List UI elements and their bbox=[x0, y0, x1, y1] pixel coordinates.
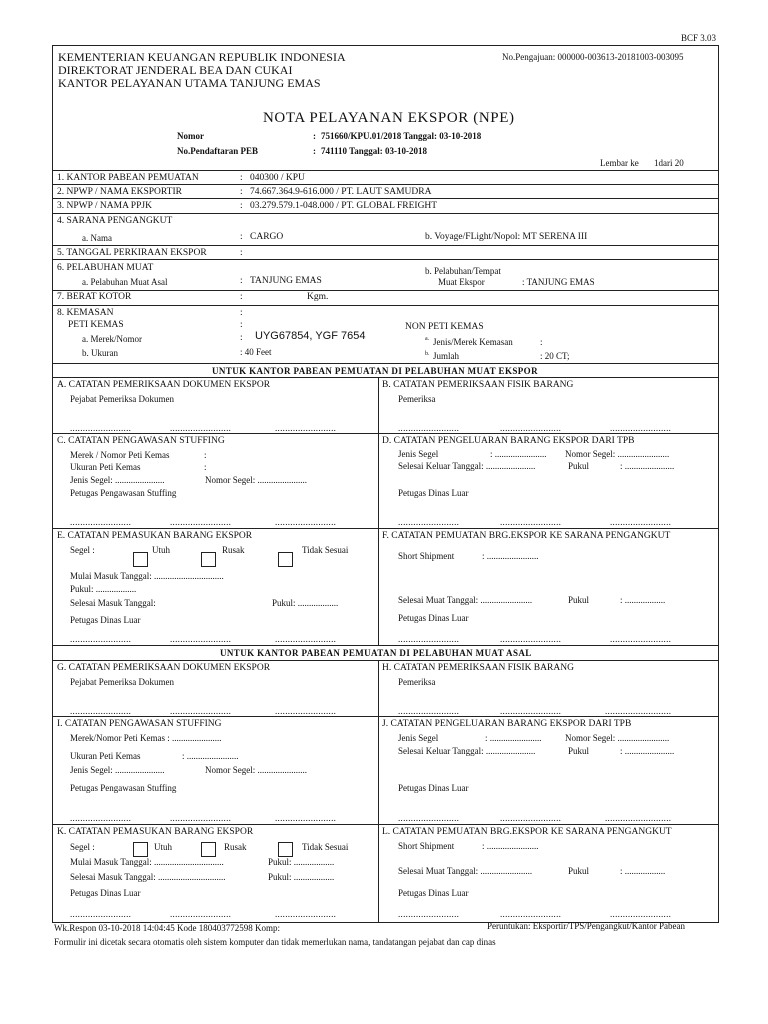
box-j-nomor: Nomor Segel: ....................... bbox=[565, 733, 670, 743]
row3-label: 3. NPWP / NAMA PPJK bbox=[57, 201, 152, 211]
box-h-title: H. CATATAN PEMERIKSAAN FISIK BARANG bbox=[382, 663, 574, 673]
segel-tidak-sesuai-checkbox[interactable] bbox=[278, 552, 293, 567]
row8-merek-value: UYG67854, YGF 7654 bbox=[255, 330, 366, 342]
box-f-sign-3: ........................ bbox=[610, 634, 672, 644]
box-j-sign-2: ........................ bbox=[500, 813, 562, 823]
box-b-sign-3: ........................ bbox=[610, 423, 672, 433]
section2-title: UNTUK KANTOR PABEAN PEMUATAN DI PELABUHAN MUAT ASAL bbox=[220, 648, 532, 658]
box-e-sign-1: ........................ bbox=[70, 634, 132, 644]
box-e-utuh: Utuh bbox=[152, 545, 170, 555]
box-k-sign-3: ........................ bbox=[275, 909, 337, 919]
box-c-sign-3: ........................ bbox=[275, 517, 337, 527]
row3-sep: : bbox=[240, 201, 243, 211]
agency-ministry: KEMENTERIAN KEUANGAN REPUBLIK INDONESIA bbox=[58, 50, 346, 64]
row6-b-value: : TANJUNG EMAS bbox=[522, 277, 595, 287]
box-c-title: C. CATATAN PENGAWASAN STUFFING bbox=[57, 436, 225, 446]
row8-mark-b: b. bbox=[425, 351, 430, 357]
row8-non-peti: NON PETI KEMAS bbox=[405, 322, 484, 332]
row8-mark-a: a. bbox=[425, 336, 430, 342]
row8-ukuran-value: : 40 Feet bbox=[240, 347, 272, 357]
box-l-sign-3: ........................ bbox=[610, 909, 672, 919]
box-h-sign-2: ........................ bbox=[500, 706, 562, 716]
box-h-sign-3: .......................... bbox=[605, 706, 672, 716]
box-e-mulai: Mulai Masuk Tanggal: ............................... bbox=[70, 571, 224, 581]
row8-merek-label: a. Merek/Nomor bbox=[82, 334, 142, 344]
box-f-selesai: Selesai Muat Tanggal: ....................... bbox=[398, 595, 533, 605]
box-c-nomor: Nomor Segel: ...................... bbox=[205, 475, 307, 485]
document-title: NOTA PELAYANAN EKSPOR (NPE) bbox=[263, 110, 515, 126]
box-a-sign-3: ........................ bbox=[275, 423, 337, 433]
form-code: BCF 3.03 bbox=[681, 33, 717, 43]
row8-ukuran-label: b. Ukuran bbox=[82, 348, 118, 358]
peb-value: 741110 Tanggal: 03-10-2018 bbox=[321, 146, 428, 156]
nomor-sep: : bbox=[313, 131, 316, 141]
row6-label: 6. PELABUHAN MUAT bbox=[57, 263, 154, 273]
box-j-pukul: Pukul bbox=[568, 746, 590, 756]
box-k-rusak: Rusak bbox=[224, 842, 247, 852]
nomor-label: Nomor bbox=[177, 131, 204, 141]
box-b-pemeriksa: Pemeriksa bbox=[398, 394, 436, 404]
box-c-sign-2: ........................ bbox=[170, 517, 232, 527]
row4-nama-value: CARGO bbox=[250, 232, 284, 242]
box-k-sign-1: ........................ bbox=[70, 909, 132, 919]
box-g-pejabat: Pejabat Pemeriksa Dokumen bbox=[70, 677, 174, 687]
section1-title: UNTUK KANTOR PABEAN PEMUATAN DI PELABUHAN MUAT EKSPOR bbox=[212, 366, 538, 376]
box-c-petugas: Petugas Pengawasan Stuffing bbox=[70, 488, 177, 498]
row5-sep: : bbox=[240, 248, 243, 258]
box-i-merek: Merek/Nomor Peti Kemas : ...................... bbox=[70, 733, 222, 743]
box-g-sign-3: ........................ bbox=[275, 706, 337, 716]
segel-utuh-checkbox-k[interactable] bbox=[133, 842, 148, 857]
row6-sep: : bbox=[240, 276, 243, 286]
box-k-mulai: Mulai Masuk Tanggal: ............................... bbox=[70, 857, 224, 867]
box-j-petugas: Petugas Dinas Luar bbox=[398, 783, 469, 793]
box-f-title: F. CATATAN PEMUATAN BRG.EKSPOR KE SARANA PENGANGKUT bbox=[382, 531, 671, 541]
box-k-utuh: Utuh bbox=[154, 842, 172, 852]
box-d-sign-1: ........................ bbox=[398, 517, 460, 527]
box-i-ukuran-val: : ....................... bbox=[182, 751, 239, 761]
row6-asal-value: TANJUNG EMAS bbox=[250, 276, 322, 286]
row8-label: 8. KEMASAN bbox=[57, 308, 114, 318]
box-a-pejabat: Pejabat Pemeriksa Dokumen bbox=[70, 394, 174, 404]
box-e-sign-3: ........................ bbox=[275, 634, 337, 644]
box-l-sign-1: ........................ bbox=[398, 909, 460, 919]
row2-sep: : bbox=[240, 187, 243, 197]
box-i-sign-1: ........................ bbox=[70, 813, 132, 823]
box-g-sign-2: ........................ bbox=[170, 706, 232, 716]
row3-value: 03.279.579.1-048.000 / PT. GLOBAL FREIGHT bbox=[250, 201, 438, 211]
row2-label: 2. NPWP / NAMA EKSPORTIR bbox=[57, 187, 182, 197]
box-c-sign-1: ........................ bbox=[70, 517, 132, 527]
box-i-ukuran: Ukuran Peti Kemas bbox=[70, 751, 141, 761]
box-c-ukuran: Ukuran Peti Kemas bbox=[70, 462, 141, 472]
box-e-sign-2: ........................ bbox=[170, 634, 232, 644]
box-f-sign-2: ........................ bbox=[500, 634, 562, 644]
box-c-jenis: Jenis Segel: ...................... bbox=[70, 475, 165, 485]
box-k-tidak-sesuai: Tidak Sesuai bbox=[302, 842, 349, 852]
box-k-petugas: Petugas Dinas Luar bbox=[70, 888, 141, 898]
box-l-selesai: Selesai Muat Tanggal: ....................... bbox=[398, 866, 533, 876]
box-e-pukul2: Pukul: .................. bbox=[272, 598, 339, 608]
row1-value: 040300 / KPU bbox=[250, 173, 305, 183]
footer-response: Wk.Respon 03-10-2018 14:04:45 Kode 180403772598 Komp: bbox=[54, 923, 280, 933]
box-h-sign-1: ........................ bbox=[398, 706, 460, 716]
row4-voyage: b. Voyage/FLight/Nopol: MT SERENA III bbox=[425, 232, 588, 242]
box-f-petugas: Petugas Dinas Luar bbox=[398, 613, 469, 623]
box-d-pukul-val: : ...................... bbox=[620, 461, 675, 471]
box-e-petugas: Petugas Dinas Luar bbox=[70, 615, 141, 625]
row8-jumlah-label: Jumlah bbox=[433, 351, 459, 361]
box-l-pukul: Pukul bbox=[568, 866, 590, 876]
box-e-selesai: Selesai Masuk Tanggal: bbox=[70, 598, 156, 608]
box-d-sign-2: ........................ bbox=[500, 517, 562, 527]
box-e-pukul: Pukul: .................. bbox=[70, 584, 137, 594]
box-c-merek-sep: : bbox=[204, 450, 207, 460]
box-f-sign-1: ........................ bbox=[398, 634, 460, 644]
page-label: Lembar ke bbox=[600, 158, 639, 168]
box-f-short-val: : ....................... bbox=[482, 551, 539, 561]
box-b-sign-2: ........................ bbox=[500, 423, 562, 433]
segel-utuh-checkbox[interactable] bbox=[133, 552, 148, 567]
row6-asal-label: a. Pelabuhan Muat Asal bbox=[82, 277, 168, 287]
box-j-jenis: Jenis Segel bbox=[398, 733, 439, 743]
box-j-title: J. CATATAN PENGELUARAN BARANG EKSPOR DARI TPB bbox=[382, 719, 632, 729]
box-e-segel: Segel : bbox=[70, 545, 95, 555]
box-e-title: E. CATATAN PEMASUKAN BARANG EKSPOR bbox=[57, 531, 253, 541]
row7-unit: Kgm. bbox=[307, 292, 329, 302]
box-c-ukuran-sep: : bbox=[204, 462, 207, 472]
row4-nama-label: a. Nama bbox=[82, 233, 112, 243]
box-l-sign-2: ........................ bbox=[500, 909, 562, 919]
nomor-value: 751660/KPU.01/2018 Tanggal: 03-10-2018 bbox=[321, 131, 482, 141]
row4-label: 4. SARANA PENGANGKUT bbox=[57, 216, 173, 226]
submission-number: No.Pengajuan: 000000-003613-20181003-003095 bbox=[502, 52, 684, 62]
box-g-title: G. CATATAN PEMERIKSAAN DOKUMEN EKSPOR bbox=[57, 663, 271, 673]
box-d-petugas: Petugas Dinas Luar bbox=[398, 488, 469, 498]
row8-jenis-label: Jenis/Merek Kemasan bbox=[433, 337, 513, 347]
row1-label: 1. KANTOR PABEAN PEMUATAN bbox=[57, 173, 199, 183]
row6-b-line1: b. Pelabuhan/Tempat bbox=[425, 266, 501, 276]
box-e-rusak: Rusak bbox=[222, 545, 245, 555]
box-k-pukul: Pukul: .................. bbox=[268, 857, 335, 867]
box-d-pukul: Pukul bbox=[568, 461, 590, 471]
box-k-pukul2: Pukul: .................. bbox=[268, 872, 335, 882]
box-k-title: K. CATATAN PEMASUKAN BARANG EKSPOR bbox=[57, 827, 254, 837]
row7-sep: : bbox=[240, 292, 243, 302]
box-f-pukul: Pukul bbox=[568, 595, 590, 605]
box-l-petugas: Petugas Dinas Luar bbox=[398, 888, 469, 898]
box-l-title: L. CATATAN PEMUATAN BRG.EKSPOR KE SARANA PENGANGKUT bbox=[382, 827, 672, 837]
row7-label: 7. BERAT KOTOR bbox=[57, 292, 132, 302]
box-i-jenis: Jenis Segel: ...................... bbox=[70, 765, 165, 775]
box-d-sign-3: ........................ bbox=[610, 517, 672, 527]
row8-jenis-sep: : bbox=[540, 337, 543, 347]
segel-rusak-checkbox-k[interactable] bbox=[201, 842, 216, 857]
row8-sep1: : bbox=[240, 308, 243, 318]
box-i-sign-2: ........................ bbox=[170, 813, 232, 823]
row8-sep2: : bbox=[240, 320, 243, 330]
agency-office: KANTOR PELAYANAN UTAMA TANJUNG EMAS bbox=[58, 76, 321, 90]
box-d-title: D. CATATAN PENGELUARAN BARANG EKSPOR DARI TPB bbox=[382, 436, 635, 446]
box-j-pukul-val: : ...................... bbox=[620, 746, 675, 756]
box-j-jenis-val: : ....................... bbox=[485, 733, 542, 743]
row1-sep: : bbox=[240, 173, 243, 183]
segel-tidak-sesuai-checkbox-k[interactable] bbox=[278, 842, 293, 857]
footer-note: Formulir ini dicetak secara otomatis oleh sistem komputer dan tidak memerlukan nama, tandatangan pejabat dan cap dinas bbox=[54, 937, 496, 947]
box-l-pukul-val: : .................. bbox=[620, 866, 666, 876]
box-d-nomor: Nomor Segel: ....................... bbox=[565, 449, 670, 459]
box-e-tidak-sesuai: Tidak Sesuai bbox=[302, 545, 349, 555]
box-i-sign-3: ........................ bbox=[275, 813, 337, 823]
row4-sep: : bbox=[240, 232, 243, 242]
box-j-selesai: Selesai Keluar Tanggal: ...................... bbox=[398, 746, 536, 756]
row2-value: 74.667.364.9-616.000 / PT. LAUT SAMUDRA bbox=[250, 187, 432, 197]
box-f-short: Short Shipment bbox=[398, 551, 455, 561]
peb-label: No.Pendaftaran PEB bbox=[177, 146, 258, 156]
box-d-jenis-val: : ....................... bbox=[490, 449, 547, 459]
box-a-title: A. CATATAN PEMERIKSAAN DOKUMEN EKSPOR bbox=[57, 380, 271, 390]
box-b-sign-1: ........................ bbox=[398, 423, 460, 433]
box-l-short: Short Shipment bbox=[398, 841, 455, 851]
box-g-sign-1: ........................ bbox=[70, 706, 132, 716]
box-a-sign-2: ........................ bbox=[170, 423, 232, 433]
box-j-sign-3: .......................... bbox=[605, 813, 672, 823]
box-l-short-val: : ....................... bbox=[482, 841, 539, 851]
page-value: 1dari 20 bbox=[654, 158, 684, 168]
peb-sep: : bbox=[313, 146, 316, 156]
row5-label: 5. TANGGAL PERKIRAAN EKSPOR bbox=[57, 248, 207, 258]
box-i-petugas: Petugas Pengawasan Stuffing bbox=[70, 783, 177, 793]
box-d-selesai: Selesai Keluar Tanggal: ...................... bbox=[398, 461, 536, 471]
box-b-title: B. CATATAN PEMERIKSAAN FISIK BARANG bbox=[382, 380, 574, 390]
footer-destination: Peruntukan: Eksportir/TPS/Pengangkut/Kantor Pabean bbox=[487, 921, 685, 931]
box-h-pemeriksa: Pemeriksa bbox=[398, 677, 436, 687]
box-a-sign-1: ........................ bbox=[70, 423, 132, 433]
box-j-sign-1: ........................ bbox=[398, 813, 460, 823]
box-d-jenis: Jenis Segel bbox=[398, 449, 439, 459]
box-i-title: I. CATATAN PENGAWASAN STUFFING bbox=[57, 719, 222, 729]
row8-jumlah-value: : 20 CT; bbox=[540, 351, 570, 361]
box-k-sign-2: ........................ bbox=[170, 909, 232, 919]
box-k-segel: Segel : bbox=[70, 842, 95, 852]
box-i-nomor: Nomor Segel: ...................... bbox=[205, 765, 307, 775]
box-k-selesai: Selesai Masuk Tanggal: .............................. bbox=[70, 872, 226, 882]
segel-rusak-checkbox[interactable] bbox=[201, 552, 216, 567]
row8-sep3: : bbox=[240, 333, 243, 343]
row6-b-line2: Muat Ekspor bbox=[438, 277, 485, 287]
box-f-pukul-val: : .................. bbox=[620, 595, 666, 605]
box-c-merek: Merek / Nomor Peti Kemas bbox=[70, 450, 170, 460]
row8-peti: PETI KEMAS bbox=[68, 320, 124, 330]
agency-directorate: DIREKTORAT JENDERAL BEA DAN CUKAI bbox=[58, 63, 293, 77]
